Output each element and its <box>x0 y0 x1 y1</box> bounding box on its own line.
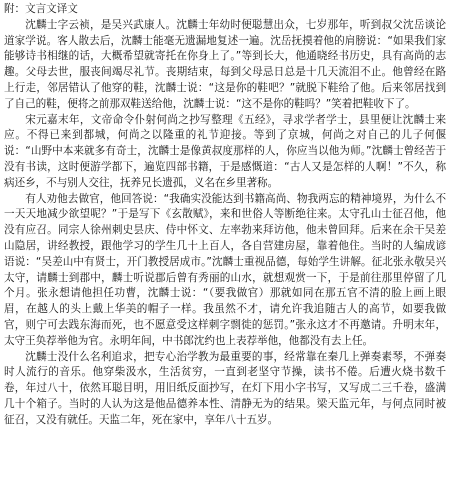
paragraph-2: 宋元嘉末年，文帝命令仆射何尚之抄写整理《五经》，寻求学者学士，县里便让沈麟士来应。不得已来到都城，何尚之以隆重的礼节迎接。等到了京城，何尚之对自己的儿子何偃说：“山野中本来就多有奇士，沈麟士是像黄叔度那样的人，你应当以他为师。”沈麟士曾经苦于没有书读，这时便游学都下，遍览四部书籍，于是感慨道：“古人又是怎样的人啊！”不久，称病还乡，不与别人交往，抚养兄长遗孤，义名在乡里著称。 <box>4 113 446 189</box>
paragraph-4: 沈麟士没什么名利追求，把专心治学教为最重要的事，经常靠在秦几上弹奏素琴，不弹奏时人流行的音乐。他穿柴汲水，生活贫穷，一直到老坚守节操，读书不倦。后遭火烧书数千卷，年过八十，依然耳聪目明，用旧纸反面抄写，在灯下用小字书写，又写成二三千卷，盛满几十个箱子。当时的人认为这是他品德养本性、清静无为的结果。梁天监元年，与何点同时被征召，又没有就任。天监二年，死在家中，享年八十五岁。 <box>4 350 446 426</box>
document-header: 附：文言文译文 <box>4 3 78 15</box>
paragraph-1: 沈麟士字云祯，是吴兴武康人。沈麟士年幼时便聪慧出众，七岁那年，听到叔父沈岳谈论道家学说。客人散去后，沈麟士能毫无遗漏地复述一遍。沈岳抚摸着他的肩膀说：“如果我们家能够诗书相继的话，大概希望就寄托在你身上了。”等到长大，他通晓经书历史，具有高尚的志趣。父母去世，服丧间竭尽礼节。丧期结束，每到父母忌日总是十几天流泪不止。他曾经在路上行走，邻居错认了他穿的鞋，沈麟士说：“这是你的鞋吧？”就脱下鞋给了他。后来邻居找到了自己的鞋，便将之前那双鞋送给他，沈麟士说：“这不是你的鞋吗？”笑着把鞋收下了。 <box>4 18 446 110</box>
paragraph-3: 有人劝他去做官，他回答说：“我确实没能达到书籍高尚、物我两忘的精神境界，为什么不一天天地减少欲望呢？”于是写下《玄散赋》，来和世俗人等断绝往来。太守孔山士征召他，他没有应召。同宗人徐州刺史昙庆、侍中怀文、左率勃来拜访他，他未曾回拜。后来在余干吴差山隐居，讲经教授，跟他学习的学生几十上百人，各自营建房屋，靠着他住。当时的人编成谚语说：“吴差山中有贤士，开门教授居成市。”沈麟士重视品德，每始学生讲解。征北张永敬吴兴太守，请麟士到郡中，麟士听说郡后曾有秀丽的山水，就想观赏一下，于是前往那里停留了几个月。张永想请他担任功曹，沈麟士说：“（要我做官）那就如同在那五官不清的脸上画上眼眉，在越人的头上戴上华美的帽子一样。我虽然不才，请允许我追随古人的高节，如要我做官，则宁可去践东海而死，也不愿意受这样刺字剽徙的惩罚。”张永这才不再邀请。升明末年，太守王奂荐举他为官。永明年间，中书郎沈约也上表荐举他，他都没有去上任。 <box>4 192 446 347</box>
